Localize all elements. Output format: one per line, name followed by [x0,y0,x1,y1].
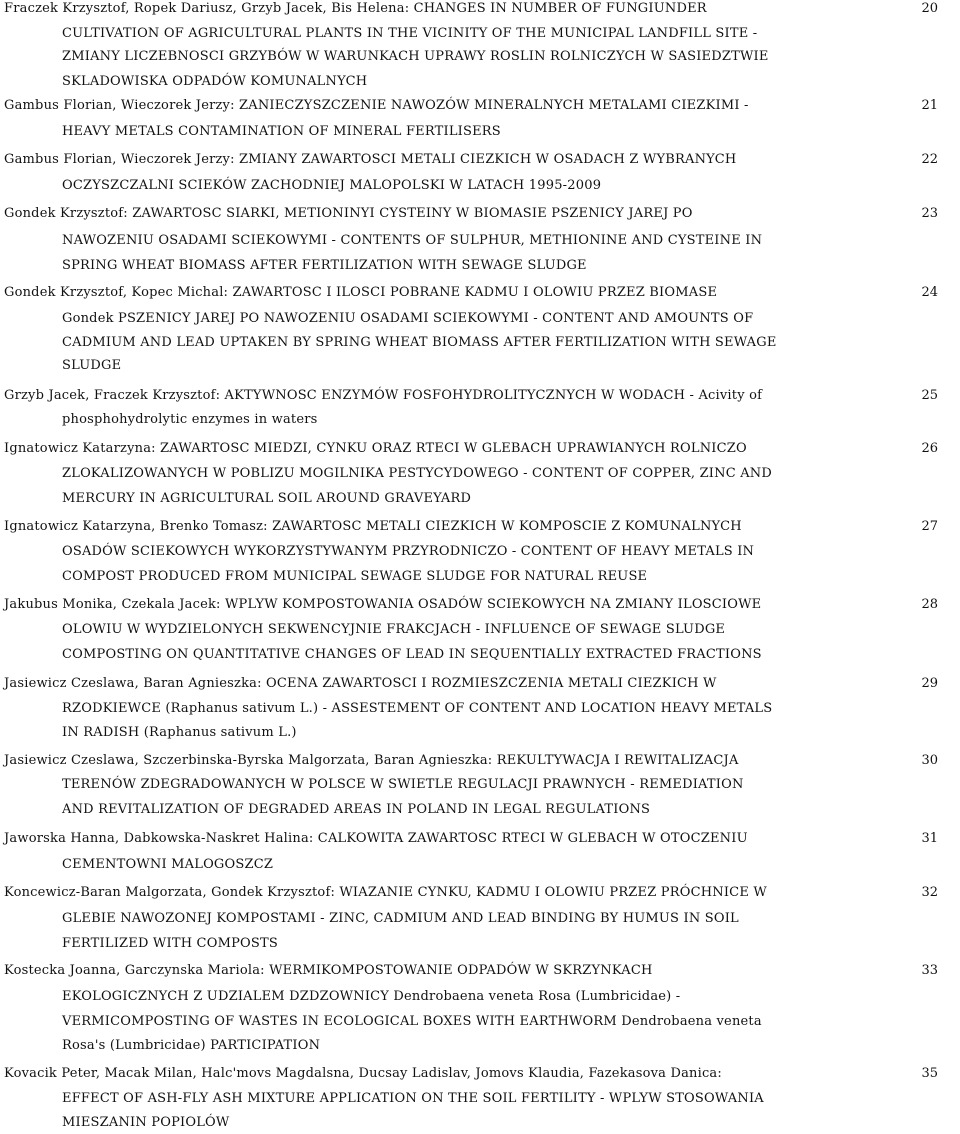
entry-continuation-line: SKLADOWISKA ODPADÓW KOMUNALNYCH [62,74,368,89]
entry-continuation-line: EKOLOGICZNYCH Z UDZIALEM DZDZOWNICY Dendrobaena veneta Rosa (Lumbricidae) - [62,989,681,1004]
entry-continuation-line: ZMIANY LICZEBNOSCI GRZYBÓW W WARUNKACH UPRAWY ROSLIN ROLNICZYCH W SASIEDZTWIE [62,49,769,64]
entry-title-line: Grzyb Jacek, Fraczek Krzysztof: AKTYWNOSC ENZYMÓW FOSFOHYDROLITYCZNYCH W WODACH - Acivity of [4,388,763,403]
entry-title-line: Kovacik Peter, Macak Milan, Halc'movs Magdalsna, Ducsay Ladislav, Jomovs Klaudia, Fazekasova Danica: [4,1066,722,1081]
entry-page-number: 22 [921,152,938,167]
entry-title-line: Kostecka Joanna, Garczynska Mariola: WERMIKOMPOSTOWANIE ODPADÓW W SKRZYNKACH [4,963,653,978]
entry-continuation-line: OSADÓW SCIEKOWYCH WYKORZYSTYWANYM PRZYRODNICZO - CONTENT OF HEAVY METALS IN [62,544,755,559]
entry-continuation-line: Rosa's (Lumbricidae) PARTICIPATION [62,1038,321,1053]
entry-page-number: 25 [921,388,938,403]
entry-continuation-line: COMPOSTING ON QUANTITATIVE CHANGES OF LEAD IN SEQUENTIALLY EXTRACTED FRACTIONS [62,647,762,662]
entry-continuation-line: MIESZANIN POPIOLÓW [62,1115,230,1130]
entry-page-number: 33 [921,963,938,978]
entry-page-number: 21 [921,98,938,113]
entry-continuation-line: FERTILIZED WITH COMPOSTS [62,936,278,951]
entry-page-number: 31 [921,831,938,846]
entry-page-number: 32 [921,885,938,900]
entry-continuation-line: OLOWIU W WYDZIELONYCH SEKWENCYJNIE FRAKCJACH - INFLUENCE OF SEWAGE SLUDGE [62,622,726,637]
entry-title-line: Koncewicz-Baran Malgorzata, Gondek Krzysztof: WIAZANIE CYNKU, KADMU I OLOWIU PRZEZ PRÓCHNICE W [4,885,767,900]
entry-title-line: Jasiewicz Czeslawa, Szczerbinska-Byrska Malgorzata, Baran Agnieszka: REKULTYWACJA I REWITALIZACJA [4,753,739,768]
entry-continuation-line: CADMIUM AND LEAD UPTAKEN BY SPRING WHEAT BIOMASS AFTER FERTILIZATION WITH SEWAGE [62,335,777,350]
entry-page-number: 23 [921,206,938,221]
entry-continuation-line: SPRING WHEAT BIOMASS AFTER FERTILIZATION WITH SEWAGE SLUDGE [62,258,587,273]
entry-continuation-line: CULTIVATION OF AGRICULTURAL PLANTS IN THE VICINITY OF THE MUNICIPAL LANDFILL SITE - [62,26,758,41]
entry-page-number: 28 [921,597,938,612]
entry-continuation-line: CEMENTOWNI MALOGOSZCZ [62,857,274,872]
entry-title-line: Ignatowicz Katarzyna, Brenko Tomasz: ZAWARTOSC METALI CIEZKICH W KOMPOSCIE Z KOMUNALNYCH [4,519,742,534]
entry-continuation-line: TERENÓW ZDEGRADOWANYCH W POLSCE W SWIETLE REGULACJI PRAWNYCH - REMEDIATION [62,777,744,792]
entry-title-line: Jaworska Hanna, Dabkowska-Naskret Halina: CALKOWITA ZAWARTOSC RTECI W GLEBACH W OTOCZENIU [4,831,748,846]
entry-continuation-line: phosphohydrolytic enzymes in waters [62,412,318,427]
entry-page-number: 35 [921,1066,938,1081]
entry-continuation-line: NAWOZENIU OSADAMI SCIEKOWYMI - CONTENTS OF SULPHUR, METHIONINE AND CYSTEINE IN [62,233,763,248]
entry-continuation-line: HEAVY METALS CONTAMINATION OF MINERAL FERTILISERS [62,124,501,139]
entry-title-line: Gondek Krzysztof: ZAWARTOSC SIARKI, METIONINYI CYSTEINY W BIOMASIE PSZENICY JAREJ PO [4,206,693,221]
entry-continuation-line: AND REVITALIZATION OF DEGRADED AREAS IN POLAND IN LEGAL REGULATIONS [62,802,651,817]
entry-title-line: Gambus Florian, Wieczorek Jerzy: ZMIANY ZAWARTOSCI METALI CIEZKICH W OSADACH Z WYBRANYCH [4,152,737,167]
entry-title-line: Ignatowicz Katarzyna: ZAWARTOSC MIEDZI, CYNKU ORAZ RTECI W GLEBACH UPRAWIANYCH ROLNICZO [4,441,747,456]
entry-page-number: 27 [921,519,938,534]
entry-continuation-line: COMPOST PRODUCED FROM MUNICIPAL SEWAGE SLUDGE FOR NATURAL REUSE [62,569,648,584]
entry-page-number: 29 [921,676,938,691]
entry-continuation-line: RZODKIEWCE (Raphanus sativum L.) - ASSESTEMENT OF CONTENT AND LOCATION HEAVY METALS [62,701,773,716]
entry-continuation-line: SLUDGE [62,358,122,373]
entry-continuation-line: Gondek PSZENICY JAREJ PO NAWOZENIU OSADAMI SCIEKOWYMI - CONTENT AND AMOUNTS OF [62,311,754,326]
entry-title-line: Gondek Krzysztof, Kopec Michal: ZAWARTOSC I ILOSCI POBRANE KADMU I OLOWIU PRZEZ BIOMASE [4,285,718,300]
entry-title-line: Jakubus Monika, Czekala Jacek: WPLYW KOMPOSTOWANIA OSADÓW SCIEKOWYCH NA ZMIANY ILOSCIOWE [4,597,762,612]
entry-page-number: 26 [921,441,938,456]
entry-continuation-line: MERCURY IN AGRICULTURAL SOIL AROUND GRAVEYARD [62,491,472,506]
entry-title-line: Fraczek Krzysztof, Ropek Dariusz, Grzyb Jacek, Bis Helena: CHANGES IN NUMBER OF FUNGIUNDER [4,1,707,16]
entry-continuation-line: IN RADISH (Raphanus sativum L.) [62,725,297,740]
entry-page-number: 30 [921,753,938,768]
entry-continuation-line: EFFECT OF ASH-FLY ASH MIXTURE APPLICATION ON THE SOIL FERTILITY - WPLYW STOSOWANIA [62,1091,764,1106]
entry-title-line: Gambus Florian, Wieczorek Jerzy: ZANIECZYSZCZENIE NAWOZÓW MINERALNYCH METALAMI CIEZKIMI - [4,98,749,113]
entry-continuation-line: ZLOKALIZOWANYCH W POBLIZU MOGILNIKA PESTYCYDOWEGO - CONTENT OF COPPER, ZINC AND [62,466,772,481]
entry-page-number: 24 [921,285,938,300]
entry-continuation-line: GLEBIE NAWOZONEJ KOMPOSTAMI - ZINC, CADMIUM AND LEAD BINDING BY HUMUS IN SOIL [62,911,739,926]
entry-title-line: Jasiewicz Czeslawa, Baran Agnieszka: OCENA ZAWARTOSCI I ROZMIESZCZENIA METALI CIEZKICH W [4,676,717,691]
entry-page-number: 20 [921,1,938,16]
entry-continuation-line: OCZYSZCZALNI SCIEKÓW ZACHODNIEJ MALOPOLSKI W LATACH 1995-2009 [62,178,602,193]
entry-continuation-line: VERMICOMPOSTING OF WASTES IN ECOLOGICAL BOXES WITH EARTHWORM Dendrobaena veneta [62,1014,762,1029]
